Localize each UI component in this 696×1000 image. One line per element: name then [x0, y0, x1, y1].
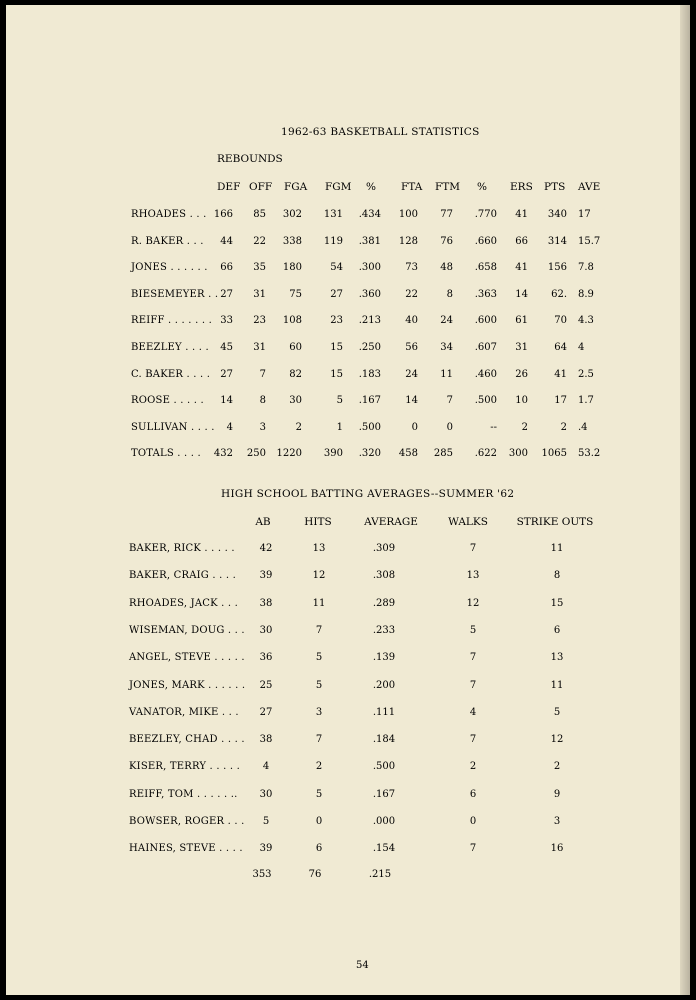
- batting-player-name: ANGEL, STEVE . . . . .: [129, 652, 245, 664]
- batting-player-name: BOWSER, ROGER . . .: [129, 816, 245, 827]
- batting-cell: 11: [550, 679, 564, 691]
- basketball-cell: 14: [220, 395, 233, 407]
- basketball-cell: 26: [515, 368, 528, 380]
- batting-cell: 2: [553, 761, 561, 773]
- basketball-cell: 41: [515, 262, 528, 274]
- batting-cell: 13: [312, 543, 326, 554]
- basketball-cell: .500: [474, 395, 497, 407]
- batting-player-name: BAKER, RICK . . . . .: [129, 543, 235, 554]
- basketball-cell: .434: [358, 209, 381, 220]
- batting-cell: .200: [372, 679, 396, 691]
- basketball-cell: 1.7: [578, 395, 594, 407]
- basketball-column-header: OFF: [249, 181, 273, 193]
- batting-cell: 42: [259, 543, 273, 554]
- batting-total-cell: 76: [308, 869, 322, 880]
- batting-cell: 0: [469, 816, 477, 827]
- basketball-column-header: PTS: [544, 181, 566, 193]
- batting-player-name: KISER, TERRY . . . . .: [129, 761, 240, 773]
- batting-player-name: REIFF, TOM . . . . . ..: [129, 788, 238, 800]
- basketball-cell: 300: [508, 448, 528, 460]
- basketball-cell: 75: [289, 288, 302, 300]
- basketball-cell: .658: [474, 262, 497, 274]
- batting-cell: 7: [469, 734, 477, 746]
- batting-column-header: WALKS: [448, 516, 488, 528]
- batting-cell: .289: [372, 597, 396, 609]
- batting-cell: 39: [259, 570, 273, 582]
- batting-cell: 12: [466, 597, 480, 609]
- basketball-cell: 8.9: [578, 288, 594, 300]
- batting-cell: 6: [315, 843, 323, 855]
- batting-cell: 16: [550, 843, 564, 855]
- basketball-cell: 73: [405, 262, 418, 274]
- basketball-cell: 54: [330, 262, 343, 274]
- batting-cell: 7: [469, 679, 477, 691]
- batting-cell: 9: [553, 788, 561, 800]
- basketball-cell: 2: [295, 421, 302, 433]
- basketball-cell: 5: [336, 395, 343, 407]
- batting-title: HIGH SCHOOL BATTING AVERAGES--SUMMER '62: [221, 488, 515, 500]
- basketball-cell: 8: [446, 288, 453, 300]
- basketball-cell: 166: [213, 209, 233, 220]
- basketball-player-name: REIFF . . . . . . .: [131, 315, 212, 327]
- basketball-cell: 4: [578, 342, 585, 353]
- basketball-cell: 4: [226, 421, 233, 433]
- basketball-cell: 35: [253, 262, 266, 274]
- basketball-cell: 432: [213, 448, 233, 460]
- basketball-cell: 56: [405, 342, 418, 353]
- batting-cell: 5: [315, 652, 323, 664]
- basketball-cell: 85: [253, 209, 266, 220]
- basketball-cell: 45: [220, 342, 233, 353]
- basketball-cell: 76: [440, 235, 453, 247]
- batting-cell: 36: [259, 652, 273, 664]
- batting-cell: 13: [550, 652, 564, 664]
- batting-total-cell: 353: [252, 869, 272, 880]
- basketball-cell: 4.3: [578, 315, 594, 327]
- basketball-cell: .300: [358, 262, 381, 274]
- basketball-cell: 3: [259, 421, 266, 433]
- basketball-cell: 40: [405, 315, 418, 327]
- basketball-cell: .360: [358, 288, 381, 300]
- basketball-cell: 1065: [541, 448, 567, 460]
- batting-player-name: HAINES, STEVE . . . .: [129, 843, 243, 855]
- batting-cell: 30: [259, 788, 273, 800]
- basketball-player-name: C. BAKER . . . .: [131, 368, 211, 380]
- batting-cell: 38: [259, 597, 273, 609]
- basketball-cell: --: [490, 421, 497, 433]
- batting-cell: 7: [315, 624, 323, 636]
- basketball-cell: 11: [440, 368, 453, 380]
- batting-cell: 25: [259, 679, 273, 691]
- basketball-player-name: BEEZLEY . . . .: [131, 342, 209, 353]
- basketball-cell: 23: [253, 315, 266, 327]
- basketball-cell: 31: [253, 288, 266, 300]
- batting-player-name: BEEZLEY, CHAD . . . .: [129, 734, 245, 746]
- batting-cell: 15: [550, 597, 564, 609]
- basketball-cell: 180: [282, 262, 302, 274]
- basketball-player-name: JONES . . . . . .: [131, 262, 208, 274]
- basketball-cell: .381: [358, 235, 381, 247]
- basketball-cell: .213: [358, 315, 381, 327]
- basketball-cell: 44: [220, 235, 233, 247]
- basketball-cell: 7: [446, 395, 453, 407]
- basketball-cell: 390: [323, 448, 343, 460]
- basketball-cell: 33: [220, 315, 233, 327]
- batting-cell: 11: [312, 597, 326, 609]
- batting-cell: .233: [372, 624, 396, 636]
- basketball-cell: 48: [440, 262, 453, 274]
- basketball-cell: 34: [440, 342, 453, 353]
- batting-cell: .309: [372, 543, 396, 554]
- basketball-cell: .320: [358, 448, 381, 460]
- basketball-cell: 66: [515, 235, 528, 247]
- batting-cell: 5: [262, 816, 270, 827]
- batting-column-header: STRIKE OUTS: [516, 516, 594, 528]
- basketball-cell: 1220: [276, 448, 302, 460]
- batting-cell: 5: [315, 679, 323, 691]
- basketball-cell: 458: [398, 448, 418, 460]
- batting-cell: .154: [372, 843, 396, 855]
- basketball-cell: .4: [578, 421, 588, 433]
- batting-cell: 6: [469, 788, 477, 800]
- batting-cell: 5: [553, 706, 561, 718]
- basketball-cell: 23: [330, 315, 343, 327]
- batting-cell: 4: [469, 706, 477, 718]
- basketball-cell: 340: [547, 209, 567, 220]
- batting-cell: 7: [469, 843, 477, 855]
- basketball-cell: 41: [515, 209, 528, 220]
- batting-cell: 2: [469, 761, 477, 773]
- basketball-cell: 70: [554, 315, 567, 327]
- batting-cell: 39: [259, 843, 273, 855]
- basketball-cell: .250: [358, 342, 381, 353]
- basketball-cell: 77: [440, 209, 453, 220]
- batting-total-cell: .215: [368, 869, 392, 880]
- batting-player-name: BAKER, CRAIG . . . .: [129, 570, 236, 582]
- basketball-player-name: RHOADES . . .: [131, 209, 207, 220]
- basketball-cell: 30: [289, 395, 302, 407]
- basketball-cell: 285: [433, 448, 453, 460]
- batting-cell: .139: [372, 652, 396, 664]
- basketball-player-name: SULLIVAN . . . .: [131, 421, 215, 433]
- basketball-cell: .622: [474, 448, 497, 460]
- batting-cell: .167: [372, 788, 396, 800]
- basketball-cell: .183: [358, 368, 381, 380]
- basketball-cell: 41: [554, 368, 567, 380]
- batting-cell: 12: [550, 734, 564, 746]
- basketball-cell: 66: [220, 262, 233, 274]
- basketball-cell: 14: [405, 395, 418, 407]
- basketball-cell: 2: [560, 421, 567, 433]
- batting-cell: 38: [259, 734, 273, 746]
- basketball-player-name: TOTALS . . . .: [131, 448, 201, 460]
- basketball-cell: 2: [521, 421, 528, 433]
- basketball-column-header: %: [477, 181, 487, 193]
- basketball-cell: 14: [515, 288, 528, 300]
- basketball-cell: 24: [440, 315, 453, 327]
- batting-cell: 4: [262, 761, 270, 773]
- basketball-cell: 82: [289, 368, 302, 380]
- basketball-column-header: AVE: [578, 181, 601, 193]
- batting-cell: 27: [259, 706, 273, 718]
- basketball-cell: 60: [289, 342, 302, 353]
- basketball-cell: 2.5: [578, 368, 594, 380]
- batting-player-name: RHOADES, JACK . . .: [129, 597, 239, 609]
- basketball-cell: 53.2: [578, 448, 601, 460]
- basketball-cell: .460: [474, 368, 497, 380]
- basketball-column-header: DEF: [217, 181, 241, 193]
- basketball-cell: 17: [578, 209, 591, 220]
- batting-cell: 7: [469, 652, 477, 664]
- rebounds-label: REBOUNDS: [217, 153, 283, 165]
- basketball-cell: 27: [220, 288, 233, 300]
- batting-cell: 7: [469, 543, 477, 554]
- basketball-cell: 24: [405, 368, 418, 380]
- basketball-cell: 62.: [551, 288, 567, 300]
- basketball-cell: .600: [474, 315, 497, 327]
- batting-column-header: HITS: [304, 516, 332, 528]
- batting-cell: 12: [312, 570, 326, 582]
- batting-cell: .000: [372, 816, 396, 827]
- basketball-cell: .500: [358, 421, 381, 433]
- basketball-column-header: FTM: [435, 181, 461, 193]
- batting-cell: .308: [372, 570, 396, 582]
- basketball-cell: 100: [398, 209, 418, 220]
- basketball-player-name: R. BAKER . . .: [131, 235, 204, 247]
- basketball-cell: .363: [474, 288, 497, 300]
- batting-cell: .500: [372, 761, 396, 773]
- basketball-column-header: %: [366, 181, 376, 193]
- basketball-cell: 1: [336, 421, 343, 433]
- basketball-cell: .660: [474, 235, 497, 247]
- basketball-cell: 27: [220, 368, 233, 380]
- basketball-player-name: ROOSE . . . . .: [131, 395, 204, 407]
- batting-cell: 2: [315, 761, 323, 773]
- batting-player-name: JONES, MARK . . . . . .: [129, 679, 246, 691]
- basketball-cell: 250: [246, 448, 266, 460]
- basketball-cell: .167: [358, 395, 381, 407]
- basketball-column-header: FGM: [325, 181, 352, 193]
- basketball-cell: .770: [474, 209, 497, 220]
- basketball-cell: 128: [398, 235, 418, 247]
- basketball-cell: 108: [282, 315, 302, 327]
- batting-cell: .184: [372, 734, 396, 746]
- basketball-cell: 22: [253, 235, 266, 247]
- batting-cell: 13: [466, 570, 480, 582]
- basketball-cell: 131: [323, 209, 343, 220]
- batting-cell: 3: [315, 706, 323, 718]
- page-edge: [680, 5, 690, 995]
- batting-cell: .111: [372, 706, 396, 718]
- basketball-cell: 22: [405, 288, 418, 300]
- batting-cell: 30: [259, 624, 273, 636]
- basketball-column-header: FGA: [284, 181, 308, 193]
- basketball-cell: 7.8: [578, 262, 594, 274]
- basketball-cell: 8: [259, 395, 266, 407]
- batting-cell: 11: [550, 543, 564, 554]
- batting-cell: 5: [315, 788, 323, 800]
- basketball-cell: 10: [515, 395, 528, 407]
- basketball-cell: 31: [253, 342, 266, 353]
- batting-column-header: AB: [255, 516, 271, 528]
- basketball-cell: 27: [330, 288, 343, 300]
- basketball-column-header: FTA: [401, 181, 423, 193]
- batting-player-name: WISEMAN, DOUG . . .: [129, 624, 245, 636]
- basketball-cell: 15.7: [578, 235, 601, 247]
- basketball-title: 1962-63 BASKETBALL STATISTICS: [281, 126, 480, 138]
- page-number: 54: [356, 960, 369, 971]
- basketball-cell: 338: [282, 235, 302, 247]
- basketball-cell: .607: [474, 342, 497, 353]
- batting-cell: 5: [469, 624, 477, 636]
- basketball-cell: 0: [446, 421, 453, 433]
- batting-player-name: VANATOR, MIKE . . .: [129, 706, 239, 718]
- batting-cell: 6: [553, 624, 561, 636]
- basketball-cell: 302: [282, 209, 302, 220]
- basketball-cell: 15: [330, 342, 343, 353]
- basketball-cell: 7: [259, 368, 266, 380]
- batting-column-header: AVERAGE: [364, 516, 418, 528]
- batting-cell: 0: [315, 816, 323, 827]
- basketball-column-header: ERS: [510, 181, 533, 193]
- basketball-cell: 314: [547, 235, 567, 247]
- basketball-cell: 0: [411, 421, 418, 433]
- batting-cell: 3: [553, 816, 561, 827]
- batting-cell: 7: [315, 734, 323, 746]
- basketball-cell: 17: [554, 395, 567, 407]
- basketball-cell: 119: [323, 235, 343, 247]
- basketball-cell: 64: [554, 342, 567, 353]
- basketball-cell: 61: [515, 315, 528, 327]
- batting-cell: 8: [553, 570, 561, 582]
- basketball-cell: 15: [330, 368, 343, 380]
- basketball-cell: 156: [547, 262, 567, 274]
- basketball-cell: 31: [515, 342, 528, 353]
- basketball-player-name: BIESEMEYER . .: [131, 288, 219, 300]
